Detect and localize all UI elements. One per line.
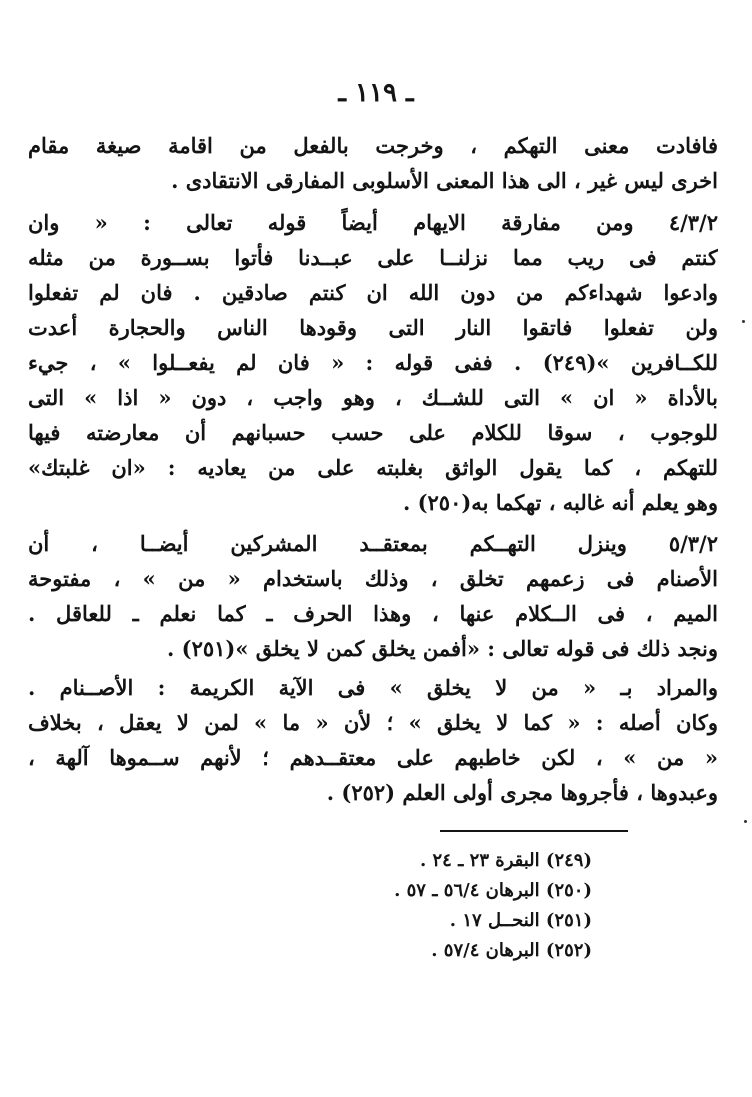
paragraph-line: للتهكم ، كما يقول الواثق بغلبته على من يعاديه : «ان غلبتك» bbox=[28, 455, 718, 480]
paragraph-line: اخرى ليس غير ، الى هذا المعنى الأسلوبى المفارقى الانتقادى . bbox=[171, 168, 718, 193]
footnote-251: (٢٥١) النحــل ١٧ . bbox=[449, 910, 592, 931]
footnote-250: (٢٥٠) البرهان ٥٦/٤ ـ ٥٧ . bbox=[394, 880, 592, 901]
paragraph-line: وهو يعلم أنه غالبه ، تهكما به(٢٥٠) . bbox=[402, 490, 718, 515]
footnote-249: (٢٤٩) البقرة ٢٣ ـ ٢٤ . bbox=[419, 850, 592, 871]
paragraph-line: للوجوب ، سوقا للكلام على حسب حسبانهم أن معارضته فيها bbox=[28, 420, 718, 445]
paragraph-line: الميم ، فى الــكلام عنها ، وهذا الحرف ـ كما نعلم ـ للعاقل . bbox=[28, 601, 718, 626]
paragraph-line: ولن تفعلوا فاتقوا النار التى وقودها الناس والحجارة أعدت bbox=[28, 315, 718, 340]
paragraph-line: وادعوا شهداءكم من دون الله ان كنتم صادقين . فان لم تفعلوا bbox=[28, 280, 718, 305]
paragraph-line: للكــافرين »(٢٤٩) . ففى قوله : « فان لم يفعــلوا » ، جيء bbox=[28, 350, 718, 375]
paragraph-line: بالأداة « ان » التى للشــك ، وهو واجب ، دون « اذا » التى bbox=[28, 385, 718, 410]
paragraph-2 bbox=[28, 205, 718, 520]
paragraph-line: كنتم فى ريب مما نزلنــا على عبــدنا فأتوا بســورة من مثله bbox=[28, 245, 718, 270]
paragraph-1 bbox=[28, 128, 718, 198]
paragraph-3 bbox=[28, 526, 718, 666]
paragraph-line: وكان أصله : « كما لا يخلق » ؛ لأن « ما » لمن لا يعقل ، بخلاف bbox=[28, 710, 718, 735]
footnote-separator bbox=[440, 830, 628, 832]
footnotes bbox=[352, 846, 592, 966]
paragraph-4 bbox=[28, 670, 718, 810]
paragraph-line: ٤/٣/٢ ومن مفارقة الايهام أيضاً قوله تعالى : « وان bbox=[28, 210, 718, 235]
paragraph-line: « من » ، لكن خاطبهم على معتقــدهم ؛ لأنهم ســموها آلهة ، bbox=[28, 745, 718, 770]
page-number: ـ ١١٩ ـ bbox=[338, 78, 414, 108]
paragraph-line: والمراد بـ « من لا يخلق » فى الآية الكريمة : الأصــنام . bbox=[28, 675, 718, 700]
paragraph-line: وعبدوها ، فأجروها مجرى أولى العلم (٢٥٢) . bbox=[326, 780, 718, 805]
footnote-252: (٢٥٢) البرهان ٥٧/٤ . bbox=[431, 940, 592, 961]
paragraph-line: ونجد ذلك فى قوله تعالى : «أفمن يخلق كمن لا يخلق »(٢٥١) . bbox=[167, 636, 718, 661]
paragraph-line: ٥/٣/٢ وينزل التهــكم بمعتقــد المشركين أيضــا ، أن bbox=[28, 531, 718, 556]
scan-speck bbox=[744, 820, 747, 823]
paragraph-line: فافادت معنى التهكم ، وخرجت بالفعل من اقامة صيغة مقام bbox=[28, 133, 718, 158]
paragraph-line: الأصنام فى زعمهم تخلق ، وذلك باستخدام « من » ، مفتوحة bbox=[28, 566, 718, 591]
scan-speck bbox=[742, 320, 745, 323]
